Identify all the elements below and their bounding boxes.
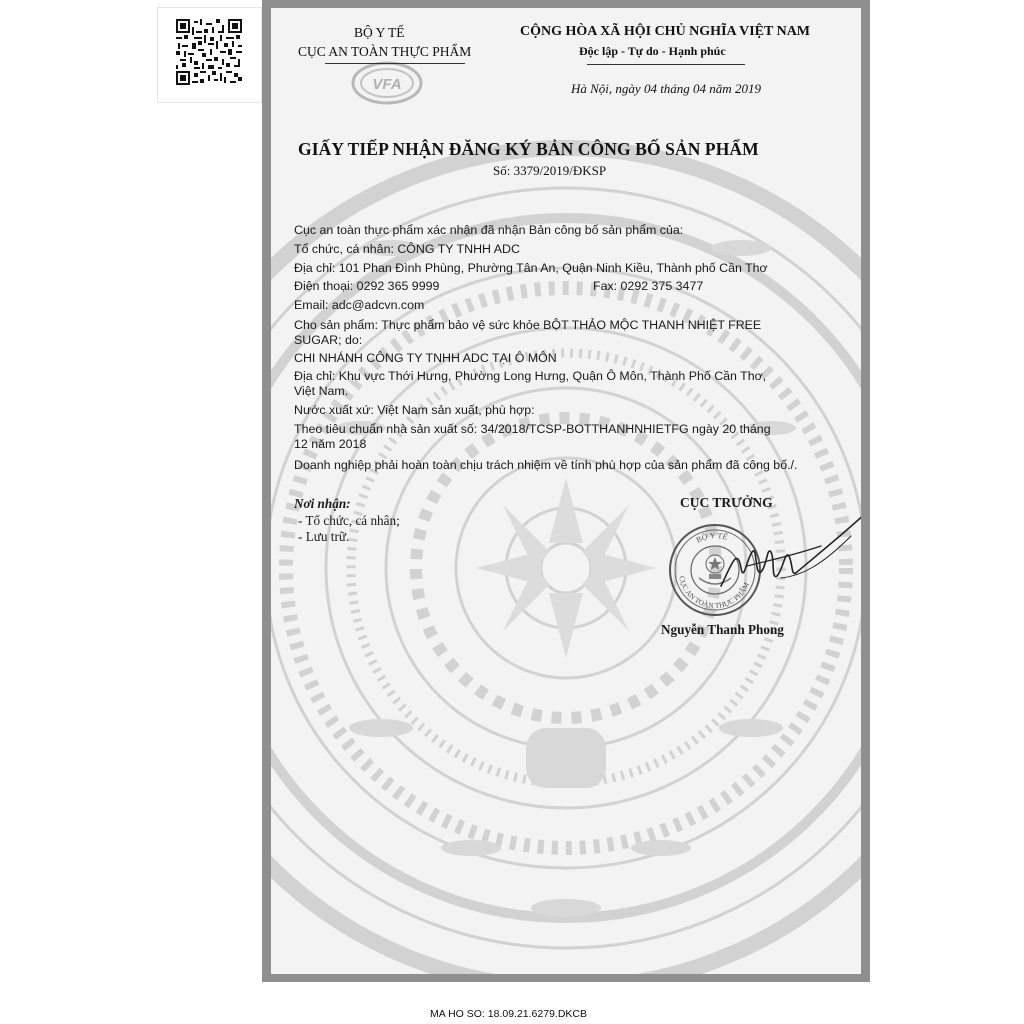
document-title: GIẤY TIẾP NHẬN ĐĂNG KÝ BẢN CÔNG BỐ SẢN PHẨM	[298, 139, 759, 159]
vfa-logo-icon	[348, 58, 426, 108]
signer-position: CỤC TRƯỞNG	[680, 495, 773, 510]
recipients-heading: Nơi nhận:	[294, 496, 351, 511]
product-line-2: SUGAR; do:	[294, 333, 363, 347]
phone-number: Điện thoại: 0292 365 9999	[294, 279, 440, 293]
svg-text:CỤC AN TOÀN THỰC PHẨM: CỤC AN TOÀN THỰC PHẨM	[677, 575, 751, 611]
email-address: Email: adc@adcvn.com	[294, 298, 425, 312]
organization: Tổ chức, cá nhân: CÔNG TY TNHH ADC	[294, 242, 520, 256]
ministry-name: BỘ Y TẾ	[354, 25, 405, 40]
standard-line-2: 12 năm 2018	[294, 437, 367, 451]
agency-name: CỤC AN TOÀN THỰC PHẨM	[298, 44, 472, 59]
issue-date: Hà Nội, ngày 04 tháng 04 năm 2019	[571, 81, 761, 96]
dossier-code: MA HO SO: 18.09.21.6279.DKCB	[430, 1008, 587, 1020]
country-of-origin: Nước xuất xứ: Việt Nam sản xuất, phù hợp:	[294, 403, 535, 417]
header-right-rule	[587, 64, 745, 65]
manufacturer-branch: CHI NHÁNH CÔNG TY TNHH ADC TẠI Ô MÔN	[294, 351, 557, 365]
country-name: CỘNG HÒA XÃ HỘI CHỦ NGHĨA VIỆT NAM	[520, 24, 811, 39]
qr-code-icon	[176, 19, 242, 85]
fax-number: Fax: 0292 375 3477	[593, 279, 704, 293]
signature-icon	[711, 506, 861, 596]
branch-address-line-2: Việt Nam.	[294, 384, 349, 398]
national-motto: Độc lập - Tự do - Hạnh phúc	[579, 44, 726, 58]
recipient-item: - Tổ chức, cá nhân;	[298, 513, 400, 528]
document-frame	[262, 0, 870, 982]
svg-text:VFA: VFA	[372, 76, 402, 93]
responsibility-statement: Doanh nghiệp phải hoàn toàn chịu trách nhiệm về tính phù hợp của sản phẩm đã công bố./.	[294, 458, 798, 472]
signer-name: Nguyễn Thanh Phong	[661, 622, 784, 637]
product-line-1: Cho sản phẩm: Thực phẩm bảo vệ sức khỏe BỘT THẢO MỘC THANH NHIỆT FREE	[294, 318, 762, 332]
recipient-item: - Lưu trữ.	[298, 529, 350, 544]
qr-code-panel	[157, 7, 262, 103]
organization-address: Địa chỉ: 101 Phan Đình Phùng, Phường Tân An, Quận Ninh Kiều, Thành phố Cần Thơ	[294, 261, 768, 275]
svg-text:BỘ Y TẾ: BỘ Y TẾ	[694, 530, 729, 545]
branch-address-line-1: Địa chỉ: Khu vực Thới Hưng, Phường Long Hưng, Quận Ô Môn, Thành Phố Cần Thơ,	[294, 369, 767, 383]
standard-line-1: Theo tiêu chuẩn nhà sản xuất số: 34/2018/TCSP-BOTTHANHNHIETFG ngày 20 tháng	[294, 422, 771, 436]
intro-text: Cục an toàn thực phẩm xác nhận đã nhận Bản công bố sản phẩm của:	[294, 223, 684, 237]
header-left-rule	[325, 63, 465, 64]
document-paper	[271, 8, 861, 974]
document-number: Số: 3379/2019/ĐKSP	[493, 163, 607, 178]
